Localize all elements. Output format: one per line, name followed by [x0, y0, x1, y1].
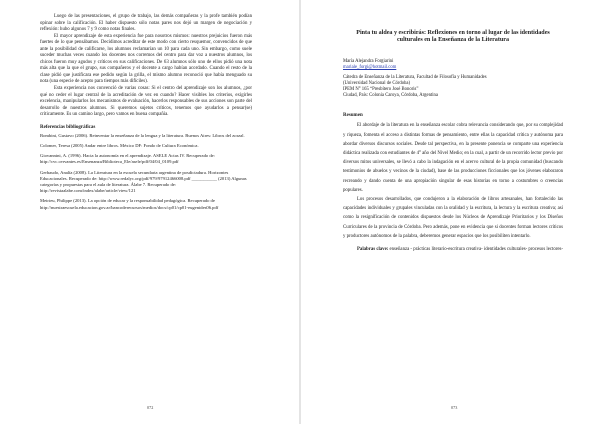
page-number-left: 072: [147, 405, 154, 410]
left-paragraph-2: El mayor aprendizaje de esta experiencia fue para nosotros mismos: nuestros prejuicios fueron más fuertes de lo que pensábamos. Decidimos acreditar de este modo con cierto resquemor, convencidos de que ante la posibilidad de calificarse, los alumnos reclamarían un 10 para cada uno. Sin embargo, como suele suceder muchas veces cuando los docentes nos corremos del centro para dar voz a nuestros alumnos, los chicos fueron muy agudos y críticos en sus calificaciones. De 63 alumnos sólo uno de ellos pidió una nota más alta que la que el grupo, sus compañeros y el docente a cargo habían acordado. Cuando el resto de la clase pidió que justificara ese pedido según la grilla, el mismo alumno reconoció que había menguado su nota (una especie de acepto para tiempos más difíciles).: [40, 33, 252, 85]
references-heading: Referencias bibliográficas: [40, 124, 96, 130]
reference-item: Gerbaudo, Analía (2008). La Literatura en la escuela secundaria argentina de posdictadura. Horizontes Educacionales. Recuperado de: http://www.redalyc.org/pdf/979/97912466008.pdf ___________ (2013) Algunas categorías y propuestas para el aula de literatura. Álabe 7. Recuperado de: http://revistaalabe.com/index/alabe/article/view/121: [40, 169, 247, 194]
keywords-text: enseñanza - prácticas literario-escritura creativa- identidades culturales- procesos lectores-: [389, 247, 563, 253]
reference-item: Meirieu, Philippe (2013). La opción de educar y la responsabilidad pedagógica. Recuperado de http://nuestraescuela.educacion.gov.ar/bancoderecursos/medios/docs/cp01/cp01-eugenides06.pdf: [40, 198, 219, 210]
reference-item: Bombini, Gustavo (2006). Reinventar la enseñanza de la lengua y la literatura. Buenos Aires: Libros del zorzal.: [40, 132, 245, 138]
reference-item: Colomer, Teresa (2005) Andar entre libros. México DF: Fondo de Cultura Económica.: [40, 142, 199, 148]
abstract-heading: Resumen: [343, 113, 363, 119]
keywords-label: Palabras clave:: [357, 247, 389, 253]
author-email-link[interactable]: mariale_forgi@hotmail.com: [343, 64, 397, 70]
author-name: María Alejandra Forgiarini: [343, 58, 394, 64]
abstract-paragraph-2: Los procesos desarrollados, que condujeron a la elaboración de libros artesanales, han fortalecido las capacidades individuales y grupales vinculadas con la oralidad y la escritura, la lectura y la escritura creativa; así como la resignificación de contenidos dispuestos desde los Núcleos de Aprendizaje Prioritarios y los Diseños Curriculares de la provincia de Córdoba. Pero además, pone en evidencia que si docentes forman lectores críticos y productores autónomos de la palabra, deberemos generar espacios que los posibiliten intentarlo.: [343, 197, 563, 239]
article-title: Pinta tu aldea y escribirás: Reflexiones en torno al lugar de las identidades culturales en la Enseñanza de la Literatura: [356, 30, 550, 44]
left-column: [40, 14, 252, 215]
affiliation-line: Cátedra de Enseñanza de la Literatura, Facultad de Filosofía y Humanidades: [343, 75, 487, 80]
affiliation-line: Ciudad, País: Colonia Caroya, Córdoba, Argentina: [343, 93, 438, 99]
page-number-right: 073: [451, 405, 458, 410]
abstract-paragraph-1: El abordaje de la literatura en la enseñanza escolar cobra relevancia considerando que, por su complejidad y riqueza, fomenta el acceso a distintas formas de pensamiento, entre ellas la capacidad crítica y autónoma para abordar diversos discursos sociales. Desde tal perspectiva, en la presente ponencia se comparte una experiencia didáctica realizada con estudiantes de 4° año del Nivel Medio; en la cual, a partir de un recorrido lector previo por diversos mitos universales, se llevó a cabo la indagación en el acervo cultural de la propia comunidad (buscando testimonios de abuelos y vecinos de la ciudad), base de las producciones ficcionales que los jóvenes elaboraron recreando y dando cuenta de una apropiación singular de esas historias en torno a costumbres o creencias populares.: [343, 123, 563, 193]
right-page: [301, 0, 600, 424]
keywords: [343, 245, 563, 254]
right-column: [343, 20, 563, 254]
affiliation-line: IPEM N° 165 “Presbítero José Bonoris”: [343, 87, 419, 93]
left-paragraph-1: Luego de las presentaciones, el grupo de trabajo, las demás compañeras y la profe también podían opinar sobre la calificación. El haber dispuesto sólo notas pares nos dejó un margen de negociación y reflexión: hubo algunos 7 y 9 como notas finales.: [40, 14, 252, 33]
left-page: [0, 0, 299, 424]
reference-item: Giovannini, A. (1996). Hacia la autonomía en el aprendizaje. ASELE Actas IV. Recuperado de: http://cvc.cervantes.es/Ensenanza/Biblioteca_Ele/asele/pdf/04/04_0109.pdf: [40, 153, 215, 165]
left-paragraph-3: Esta experiencia nos convenció de varias cosas: Si el centro del aprendizaje son los alumnos, ¿por qué no ceder el lugar central de la acreditación de vez en cuando? Hacer visibles los criterios, exigirles excelencia, manipularlos los mecanismos de evaluación, hacerlos responsables de sus acciones son parte del desarrollo de nuestros alumnos. Si queremos sujetos críticos, tenemos que ayudarlos a pensar(se) críticamente. Es un camino largo, pero vamos en buena compañía.: [40, 86, 252, 118]
affiliation-line: (Universidad Nacional de Córdoba): [343, 81, 411, 87]
